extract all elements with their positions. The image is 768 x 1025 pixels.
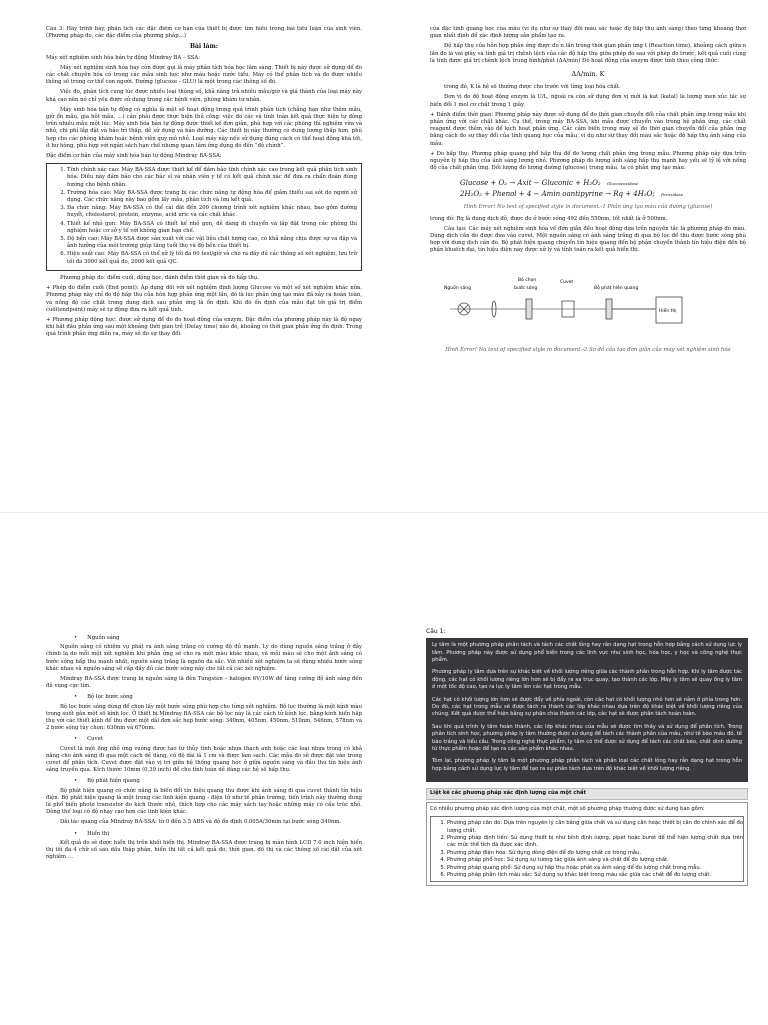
document-page-1 — [0, 0, 768, 512]
bullet-heading: • Cuvet — [74, 736, 362, 743]
paragraph: Bộ phát hiện quang có chức năng là biến đổi tín hiệu quang thu được khi ánh sáng đi qua cuvet thành tín hiệu điện. Bộ phát hiện quang là một trong các linh kiện quang - điện tử như tế phân trường, tiến trình này thường dung là phổ biến photo transistor do kích thước nhỏ, thích hợp cho các máy xách tay hoặc những máy có cấu trúc nhỏ. Dòng thế loại có độ nhạy cao hơn các linh kiện khác. — [46, 787, 362, 816]
reaction-equations — [460, 178, 746, 200]
paragraph: Phương pháp ly tâm dựa trên sự khác biệt về khối lượng riêng giữa các thành phần trong hỗn hợp. Khi ly tâm được tác động, các hạt có khối lượng riêng lớn hơn sẽ bị đẩy ra xa trục quay, tạo thành các lớp. Máy ly tâm sẽ quay ống ly tâm ở một tốc độ cao, tạo ra lực ly tâm lên các hạt trong mẫu. — [432, 669, 742, 691]
list-item: 5. Phương pháp quang phổ: Sử dụng sự hấp thụ hoặc phát xạ ánh sáng để đo lượng chất trong mẫu. — [447, 865, 743, 872]
paragraph: Các hạt có khối lượng lớn hơn sẽ được đẩy về phía ngoài, còn các hạt có khối lượng nhỏ hơn sẽ nằm ở phía trong hơn. Do đó, các hạt trong mẫu sẽ được tách ra thành các lớp khác nhau dựa trên độ khác biệt về khối lượng riêng của chúng. Kết quả được thể hiện bằng sự phân chia thành các lớp, các hạt sẽ được phân tách hoàn toàn. — [432, 696, 742, 718]
paragraph: Cuvet là một ống nhỏ ứng vuông được tạo từ thủy tinh hoặc nhựa thạch anh hoặc các loại nhựa trong có khả năng cho ánh sáng đi qua một cách dễ dàng, có độ dài là 1 cm và được làm sạch. Các mẫu đo sẽ được đặt vào trong cuvet để phân tích. Cuvet được đặt vào vị trí giữa hệ thống quang học ở giữa nguồn sáng và đầu thu tín hiệu ánh sáng truyền qua. Kích thước 10mm (0,39 inch) để cho tính toán dễ dàng các hệ số hấp thụ. — [46, 745, 362, 774]
features-box — [46, 163, 362, 271]
question-3: Câu 3: Hãy trình bày, phân tích các đặc điểm cơ bản của thiết bị được tìm hiểu trong bài tiểu luận của sinh viên. (Phương pháp đo, các đặc điểm của phương pháp…) — [46, 26, 362, 40]
paragraph: trong đó: Rq là dung dịch đỏ, được đo ở bước sóng 492 đến 550nm, tốt nhất là ở 500nm. — [430, 215, 668, 222]
fixed-time-paragraph: + Đánh điểm thời gian: Phương pháp này được sử dụng để đo thời gian chuyển đổi của chất phản ứng trong mẫu khi phản ứng với các chất khác. Cụ thể, trong máy BA-SSA, khi mẫu được chuyển vào trong hệ phản ứng, các chất reagent được thêm vào để kích hoạt phản ứng. Các cảm biến trong máy sẽ đo thời gian chuyển đổi của phản ứng bằng cách đo sự thay đổi của tính quang học của mẫu, ví dụ như sự thay đổi màu sắc hoặc độ hấp thụ ánh sáng của mẫu. — [430, 111, 746, 147]
block-diagram-svg — [430, 259, 746, 341]
kinetic-paragraph: + Phương pháp động học: được sử dụng để đo đo hoạt động của enzym. Đặc điểm của phương pháp này là độ ngay khi bắt đầu phản ứng sau một khoảng thời gian trễ (Delay time) nào đó, khoảng có thời gian phản ứng ổn định. Trong quá trình phản ứng diễn ra, máy sẽ đo sự thay đổi. — [46, 316, 362, 338]
paragraph: Dải tác quang của Mindray BA-SSA: từ 0 đến 3.5 ABS và độ ổn định 0.005A/30min tại bước sóng 340nm. — [60, 819, 342, 826]
paragraph: Việc đo, phân tích cung lúc được nhiều loại thông số, khả năng trả nhiều mẫu/giờ và giá thành của loại máy này khá cao nên nó chỉ yếu được sử dụng trong các bệnh viện, phòng khám tư nhân. — [46, 89, 362, 103]
paragraph: Độ hấp thụ của hỗn hợp phản ứng được đo n lần trong thời gian phản ứng t (Reaction time), khoảng cách giữa n lần đo là vài giây và tính giá trị chênh lệch của các độ hấp thụ giữa phép đo sau với phép đo trước, kết quả cuối cùng là tính được giá trị chênh lệch trung bình/phút (ΔA/min) Độ hoạt động của enzym được tính theo công thức: — [430, 43, 746, 64]
list-item: 3. Đa chức năng: Máy BA-SSA có thể cài đặt đến 200 chương trình xét nghiệm khác nhau, bao gồm đường huyết, cholesterol, protein, enzyme, acid uric và các chất khác. — [67, 205, 357, 219]
methods-box — [426, 802, 748, 887]
list-item: 6. Hiệu suất cao: Máy BA-SSA có thể xử lý tối đa 60 test/giờ và cho ra đầy đủ các thông số xét nghiệm, lưu trữ tối đa 3000 kết quả đo, 2000 kết quả QC. — [67, 251, 357, 265]
cuvette-label: Cuvet — [560, 279, 574, 285]
methods-line: Phương pháp đo: điểm cuối, động học, đánh điểm thời gian và đo hấp thụ. — [60, 274, 259, 281]
list-item: 1. Tính chính xác cao: Máy BA-SSA được thiết kế để đảm bảo tính chính xác cao trong kết quả phân tích sinh hóa. Điều này đảm bảo cho các bác sĩ và nhân viên y tế có kết quả chính xác để đưa ra chẩn đoán đúng hướng cho bệnh nhân. — [67, 167, 357, 189]
document-page-2 — [0, 512, 768, 1025]
section-intro: Có nhiều phương pháp xác định lượng của một chất, một số phương pháp thường được sử dụng bao gồm: — [430, 805, 705, 812]
paragraph: Máy sinh hóa bán tự động có nghĩa là một số hoạt động trong quá trình phân tích (chẳng hạn như thêm mẫu, giữ ổn mẫu, gia hỗt mẫu, ...) cần phải được thực hiện thủ công: việc đo các và tính toán kết quả thực hiện tự động trên nhiều mẫu một lúc. Máy sinh hóa bán tự động được thiết kế đơn giản, phù hợp với các phòng thí nghiệm vừa và nhỏ, chi phí lắp đặt và bảo trì thấp, dễ sử dụng và bảo dưỡng. Các thiết bị này thường có dung lượng thấp hơn, phù hợp cho các phòng khám hoặc bệnh viện quy mô nhỏ. Loại máy này nếu sử dụng đúng cách có thể hoạt động khá tốt, ít hư hỏng, phù hợp với ngân sách hạn chế nhưng quan tâm ứng dụng đó đến “độ chính”. — [46, 106, 362, 149]
endpoint-paragraph: + Phép đo điểm cuối (End point): Áp dụng đối với xét nghiệm định lượng Glucose và một số xét nghiệm khác nữa. Phương pháp này chỉ đo độ hấp thụ của hỗn hợp phản ứng một lần, đó là lúc phản ứng tạo màu đã xảy ra hoàn toàn, và nồng độ các chất trong dung dịch sau phản ứng là ổn định. Khi đó ổn định của mẫu đạt tới giá trị điểm cuối(endpoint) máy sẽ tự động đưa ra kết quả tính. — [46, 285, 362, 313]
equation-2: 2H₂O₂ + Phenol + 4 − Amin oantipyrine → Rq + 4H₂O; Peroxidase — [460, 190, 684, 199]
methods-section — [426, 788, 748, 886]
display-label: Hiển thị — [659, 308, 677, 314]
paragraph: Kết quả đo sẽ được hiển thị trên khối hiển thị. Mindray BA-SSA được trang bị màn hình LCD 7.0 inch hiện hiển thị tối đa 4 chữ số sau dấu thập phân, hiển thị tất cả kết quả đo, thời gian, đồ thị và các thông số cài đặt của xét nghiệm … — [46, 839, 362, 861]
page1-right-column — [430, 26, 746, 506]
bullet-heading: • Nguồn sáng — [74, 635, 362, 642]
paragraph: Câu tạo: Các máy xét nghiệm sinh hóa về đơn giản đều hoạt động dựa trên nguyên tắc là phương pháp đo màu. Dung dịch cần đo được đưa vào cuvet. Một nguồn sáng có ánh sáng trắng đi qua bộ lọc để thu được bước sóng phù hợp với dung dịch cần đo. Bộ phát hiện quang chuyển tín hiệu quang đến bộ phận chuyển thành tín hiệu điện đến bộ phận khuếch đại, tín hiệu điện này được xử lý và tính toán ra kết quả hiển thị. — [430, 225, 746, 254]
bullet-heading: • Bộ lọc bước sóng — [74, 694, 362, 701]
paragraph: Nguồn sáng có nhiệm vụ phát ra ánh sáng trắng có cường độ đủ mạnh. Lý do dùng nguồn sáng trắng ở đây chính là do mỗi một xét nghiệm khi phản ứng sẽ cho ra một màu khác nhau, và mỗi màu sẽ cho một ảnh sáng có bước sóng hấp thụ mạnh nhất, nguồn sáng trắng là nguồn đa sắc. Với nhiều xét nghiệm ta sẽ dùng nhiều bước sóng khác nhau và nguồn sáng sẽ cấp đầy đủ các bước sóng này cho tất cả các xét nghiệm. — [46, 644, 362, 672]
list-item: 4. Thiết kế nhỏ gọn: Máy BA-SSA có thiết kế nhỏ gọn, dễ dàng di chuyển và lắp đặt trong các phòng thí nghiệm hoặc cơ sở y tế với không gian hạn chế. — [67, 221, 357, 235]
page2-left-column — [46, 631, 362, 1019]
paragraph: Mindray BA-SSA được trang bị nguồn sáng là đèn Tungsten – halogen 6V/10W để tăng cường độ ánh sáng đến đủ vùng cực tím. — [46, 676, 362, 690]
intro-line: Máy xét nghiệm sinh hóa bán tự động Mindray BA – SSA: — [46, 54, 201, 61]
bullet-heading: • Hiển thị — [74, 831, 362, 838]
paragraph: Bộ lọc bước sóng dùng để chọn lấy một bước sóng phù hợp cho từng xét nghiệm. Bộ lọc thường là một kính màu trong suốt gắn một số kính lọc. Ở thiết bị Mindray BA-SSA các bộ lọc này là các cách tử kính lọc, bằng kính hiển hấp thụ với các thiết kính để thu được một dải đơn sắc hẹp bước sóng: 340nm, 405nm, 450nm, 510nm, 546nm, 578nm và 2 bước sóng tùy chọn: 630nm và 670nm. — [46, 703, 362, 732]
list-item: 2. Trường hóa cao: Máy BA-SSA được trang bị các chức năng tự động hóa để giảm thiểu sai sót do người sử dụng. Các chức năng này bao gồm lấy mẫu, phân tích và lưu kết quả. — [67, 190, 357, 204]
paragraph: Ly tâm là một phương pháp phân tách và tách các chất lỏng hay rắn dạng hạt trong hỗn hợp bằng cách sử dụng lực ly tâm. Phương pháp này được sử dụng phổ biến trong các lĩnh vực như sinh học, hóa học, y học và công nghệ thực phẩm. — [432, 642, 742, 664]
page2-right-column — [426, 628, 748, 1019]
features-title: Đặc điểm cơ bản của máy sinh hóa bán tự động Mindray BA-SSA: — [46, 153, 222, 160]
detector-label: Bộ phát hiện quang — [594, 285, 639, 291]
page1-left-column — [46, 26, 362, 506]
device-block-diagram — [430, 259, 746, 341]
question-1-label: Câu 1: — [426, 628, 446, 635]
list-item: 2. Phương pháp định tiến: Sử dụng thiết bị như bình định lượng, pipet hoặc buret để thể hiện lượng chất dựa trên các mức thể tích đã được xác định. — [447, 835, 743, 850]
list-item: 1. Phương pháp cân đo: Dựa trên nguyên lý cân bằng giữa chất và sử dụng cân hoặc thiết bị cân đo chính xác để đo lượng chất. — [447, 820, 743, 835]
paragraph: Sau khi quá trình ly tâm hoàn thành, các lớp khác nhau của mẫu sẽ được tìm thấy và sử dụng để phân tích. Trong phân tích sinh học, phương pháp ly tâm thường được sử dụng để tách các thành phần của máu, như tế bào máu đỏ, tế bào trắng và tiểu cầu. Trong công nghệ thực phẩm, ly tâm có thể được sử dụng để tách các chất béo, chất dinh dưỡng từ thực phẩm hoặc để tạo ra các sản phẩm khác nhau. — [432, 723, 742, 753]
filter-label-top: Bộ chọn — [518, 277, 537, 283]
paragraph: Tóm lại, phương pháp ly tâm là một phương pháp phân tách và phân loại các chất lỏng hay rắn dạng hạt trong hỗn hợp bằng cách sử dụng lực ly tâm để tạo ra sự phân tách dựa trên độ khác biệt về khối lượng riêng. — [432, 758, 742, 772]
answer-heading: Bài làm: — [189, 43, 219, 51]
list-item: 6. Phương pháp phân tích màu sắc: Sử dụng sự khác biệt trong màu sắc giữa các chất để đo lượng chất. — [447, 872, 743, 879]
source-label: Nguồn sáng — [444, 285, 471, 291]
centrifuge-answer-block — [426, 638, 748, 782]
enzyme-formula: ΔA/min. K — [571, 70, 605, 79]
figure-caption: Hình Error! No text of specified style in document.-1 Phản ứng tạo màu của đường (glucose) — [463, 204, 713, 211]
detector-icon — [606, 299, 612, 319]
paragraph: trong đó, K là hệ số thường được cho trước với từng loại hóa chất. — [444, 84, 621, 91]
list-item: 5. Độ bền cao: Máy BA-SSA được sản xuất với các vật liệu chất lượng cao, có khả năng chịu được sự va đập và ảnh hưởng của môi trường giúp tăng tuổi thọ và độ bền của thiết bị. — [67, 236, 357, 250]
paragraph: Đơn vị đo độ hoạt động enzym là U/L, ngoài ra còn sử dụng đơn vị mới là kat (katal) là lượng men xúc tác sự biến đổi 1 mol cơ chất trong 1 giây. — [430, 94, 746, 108]
absorbance-paragraph: + Đo hấp thụ: Phương pháp quang phổ hấp thụ để đo lượng chất phản ứng trong mẫu. Phương pháp này dựa trên nguyên lý hấp thụ của ánh sáng lượng nhỏ. Phương pháp đo lượng ánh sáng hấp thụ mạnh hay yếu sẽ tỷ lệ với nồng độ của chất phản ứng. Đối lượng đo lượng đường (glucose) trong mẫu, ta có phản ứng tạo màu: — [430, 150, 746, 172]
equation-1: Glucose + O₂ → Axit − Gluconic + H₂O₂ Glucoseoxidase — [460, 179, 639, 188]
figure-caption: Hình Error! No text of specified style in document.-2 Sơ đồ cấu tạo đơn giản của máy xét nghiệm sinh hóa — [445, 346, 731, 353]
list-item: 3. Phương pháp điện hóa: Sử dụng dòng điện để đo lượng chất có trong mẫu. — [447, 850, 743, 857]
list-item: 4. Phương pháp phổ học: Sử dụng sự tương tác giữa ánh sáng và chất để đo lượng chất. — [447, 857, 743, 864]
section-heading: Liệt kê các phương pháp xác định lượng của một chất — [426, 788, 748, 799]
paragraph: của đặc tính quang học của mẫu (ví dụ như sự thay đổi màu sắc hoặc độ hấp thụ ánh sáng) theo từng khoảng thời gian nhất định để xác định lượng sản phẩm tạo ra. — [430, 26, 746, 40]
filter-icon — [526, 299, 532, 319]
filter-label-bottom: bước sóng — [514, 285, 538, 291]
catalyst-label: Glucoseoxidase — [606, 181, 639, 187]
catalyst-label: Peroxidase — [661, 192, 684, 198]
paragraph: Máy xét nghiệm sinh hóa hay còn được gọi là máy phân tích hóa học lâm sàng. Thiết bị này được sử dụng để đo các chất chuyên hóa có trong các mẫu sinh học như máu hoặc nước tiểu. Máy có thể phân tích và đo được nhiều thông số trong cơ thể con người. Đường (glucose - GLU) là một trong các thông số đó. — [46, 64, 362, 86]
bullet-heading: • Bộ phát hiện quang — [74, 778, 362, 785]
